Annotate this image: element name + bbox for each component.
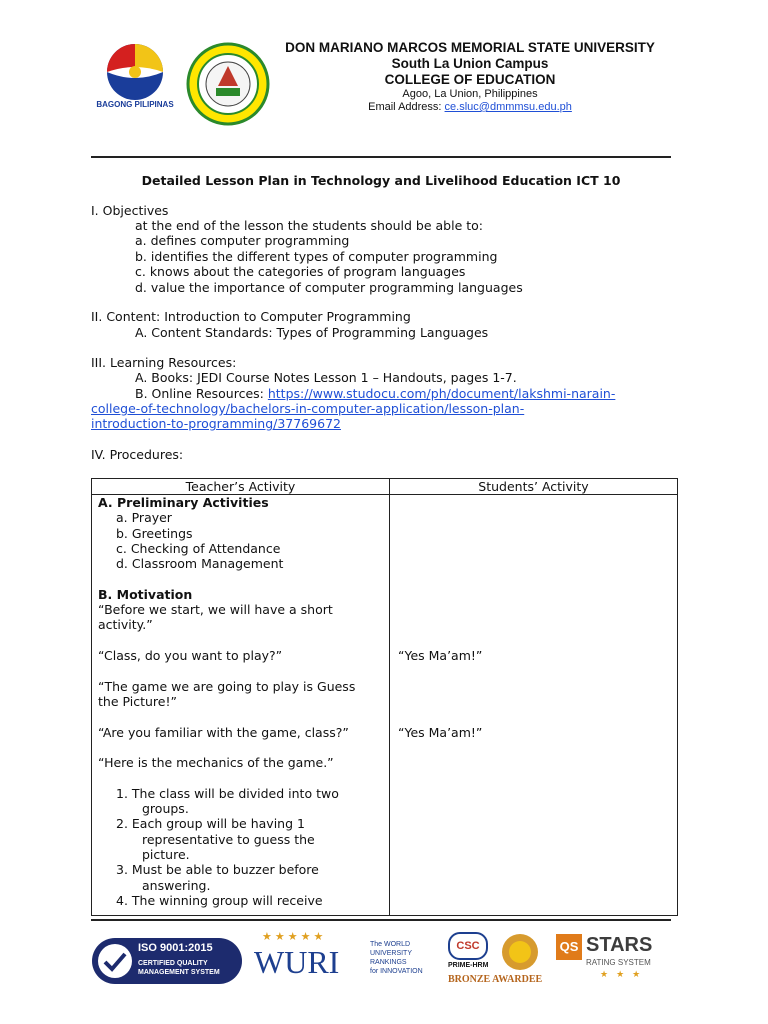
email-label: Email Address: [368,101,442,113]
content-standards: A. Content Standards: Types of Programming Languages [135,325,489,340]
bagong-pilipinas-logo [92,42,178,112]
iso-text: ISO 9001:2015 [138,942,213,954]
online-resource-link[interactable]: college-of-technology/bachelors-in-computer-application/lesson-plan- [91,401,525,416]
teacher-line: “Here is the mechanics of the game.” [98,755,334,770]
mechanics-item: groups. [142,801,189,816]
objective-item: b. identifies the different types of computer programming [135,249,498,264]
rating-stars-icon: ★★★ [600,970,649,980]
online-resource-link[interactable]: https://www.studocu.com/ph/document/lakshmi-narain- [267,386,616,401]
iso-badge [92,938,242,984]
csc-text: CSC [448,932,488,960]
procedures-heading: IV. Procedures: [91,447,184,462]
qs-stars-logo [556,934,676,990]
teacher-line: “The game we are going to play is Guess [98,679,356,694]
email-link[interactable]: ce.sluc@dmmmsu.edu.ph [444,101,572,113]
prelim-item: d. Classroom Management [116,556,284,571]
wuri-stars-icon: ★★★★★ [262,930,327,943]
prelim-item: c. Checking of Attendance [116,541,281,556]
mechanics-item: representative to guess the [142,832,315,847]
qs-text: QS [556,934,582,960]
email-line [190,101,750,113]
objectives-intro: at the end of the lesson the students should be able to: [135,218,484,233]
student-response: “Yes Ma’am!” [398,725,483,740]
teacher-line: “Before we start, we will have a short [98,602,333,617]
student-response: “Yes Ma’am!” [398,648,483,663]
footer-logos [90,928,680,993]
wuri-text: WURI [254,944,340,980]
preliminary-heading: A. Preliminary Activities [98,495,269,510]
address: Agoo, La Union, Philippines [402,88,538,100]
teacher-activity-cell [92,495,390,916]
document-title: Detailed Lesson Plan in Technology and Livelihood Education ICT 10 [141,173,621,188]
mechanics-item: answering. [142,878,211,893]
students-activity-header: Students’ Activity [390,479,678,495]
mechanics-item: 4. The winning group will receive [116,893,323,908]
resources-books: A. Books: JEDI Course Notes Lesson 1 – Handouts, pages 1-7. [135,370,517,385]
procedures-table [91,478,678,916]
bronze-medal-icon [500,932,540,972]
csc-logo [446,932,546,992]
mechanics-item: 2. Each group will be having 1 [116,816,305,831]
iso-sub: MANAGEMENT SYSTEM [138,969,220,976]
rating-system-text: RATING SYSTEM [586,958,651,967]
teacher-line: “Class, do you want to play?” [98,648,283,663]
teacher-line: “Are you familiar with the game, class?” [98,725,349,740]
college-name: COLLEGE OF EDUCATION [384,72,556,87]
motivation-heading: B. Motivation [98,587,193,602]
wuri-logo [254,930,354,990]
online-resource-link[interactable]: introduction-to-programming/37769672 [91,416,341,431]
objective-item: d. value the importance of computer programming languages [135,280,523,295]
mechanics-item: picture. [142,847,190,862]
campus-name: South La Union Campus [391,56,549,71]
bagong-pilipinas-text: BAGONG PILIPINAS [96,100,174,109]
resources-heading: III. Learning Resources: [91,355,237,370]
objective-item: a. defines computer programming [135,233,350,248]
iso-sub: CERTIFIED QUALITY [138,960,208,967]
content-heading: II. Content: Introduction to Computer Programming [91,309,411,324]
prime-hrm-text: PRIME-HRM [448,962,489,969]
mechanics-item: 1. The class will be divided into two [116,786,339,801]
teacher-line: the Picture!” [98,694,177,709]
objectives-heading: I. Objectives [91,203,169,218]
objective-item: c. knows about the categories of program languages [135,264,466,279]
footer-divider [91,919,671,921]
prelim-item: a. Prayer [116,510,172,525]
online-resources-label: B. Online Resources: [135,386,264,401]
stars-text: STARS [586,934,653,956]
university-name: DON MARIANO MARCOS MEMORIAL STATE UNIVERSITY [285,40,655,55]
iso-check-icon [96,942,134,980]
prelim-item: b. Greetings [116,526,193,541]
wuri-description: The WORLD UNIVERSITY RANKINGS for INNOVATION [370,941,423,975]
mechanics-item: 3. Must be able to buzzer before [116,862,319,877]
students-activity-cell [390,495,678,916]
teacher-line: activity.” [98,617,153,632]
header-divider [91,156,671,158]
resources-online [135,386,615,401]
bronze-awardee-text: BRONZE AWARDEE [448,974,543,985]
teacher-activity-header: Teacher’s Activity [92,479,390,495]
